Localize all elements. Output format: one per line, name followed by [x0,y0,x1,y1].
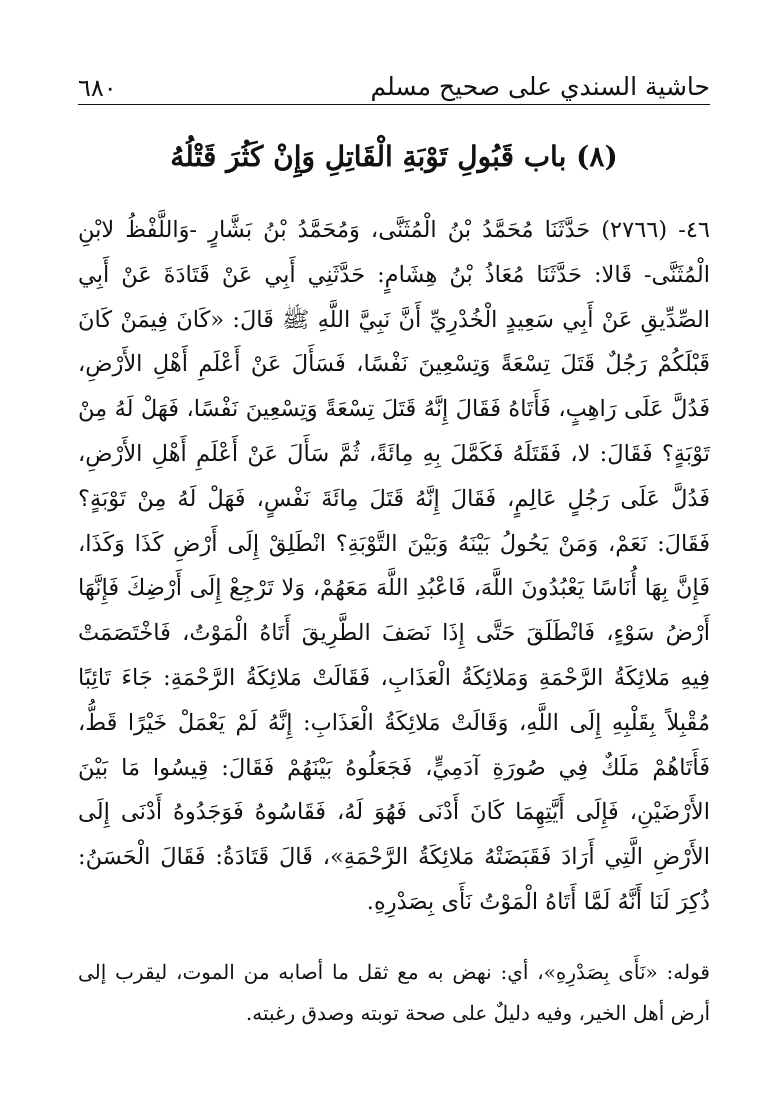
header-rule [78,104,710,105]
running-header [78,58,710,106]
commentary-note: قوله: «نَأَى بِصَدْرِهِ»، أي: نهض به مع ثقل ما أصابه من الموت، ليقرب إلى أرض أهل الخير، وفيه دليلٌ على صحة توبته وصدق رغبته. [78,960,710,1025]
page-number: ٦٨٠ [78,74,117,102]
hadith-text: ٤٦- (٢٧٦٦) حَدَّثَنَا مُحَمَّدُ بْنُ الْمُثَنَّى، وَمُحَمَّدُ بْنُ بَشَّارٍ -وَاللَّفْظُ لابْنِ الْمُثَنَّى- قَالا: حَدَّثَنَا مُعَاذُ بْنُ هِشَامٍ: حَدَّثَنِي أَبِي عَنْ قَتَادَةَ عَنْ أَبِي الصِّدِّيقِ عَنْ أَبِي سَعِيدٍ الْخُدْرِيِّ أَنَّ نَبِيَّ اللَّهِ ﷺ قَالَ: «كَانَ فِيمَنْ كَانَ قَبْلَكُمْ رَجُلٌ قَتَلَ تِسْعَةً وَتِسْعِينَ نَفْسًا، فَسَأَلَ عَنْ أَعْلَمِ أَهْلِ الأَرْضِ، فَدُلَّ عَلَى رَاهِبٍ، فَأَتَاهُ فَقَالَ إِنَّهُ قَتَلَ تِسْعَةً وَتِسْعِينَ نَفْسًا، فَهَلْ لَهُ مِنْ تَوْبَةٍ؟ فَقَالَ: لا، فَقَتَلَهُ فَكَمَّلَ بِهِ مِائَةً، ثُمَّ سَأَلَ عَنْ أَعْلَمِ أَهْلِ الأَرْضِ، فَدُلَّ عَلَى رَجُلٍ عَالِمٍ، فَقَالَ إِنَّهُ قَتَلَ مِائَةَ نَفْسٍ، فَهَلْ لَهُ مِنْ تَوْبَةٍ؟ فَقَالَ: نَعَمْ، وَمَنْ يَحُولُ بَيْنَهُ وَبَيْنَ التَّوْبَةِ؟ انْطَلِقْ إِلَى أَرْضِ كَذَا وَكَذَا، فَإِنَّ بِهَا أُنَاسًا يَعْبُدُونَ اللَّهَ، فَاعْبُدِ اللَّهَ مَعَهُمْ، وَلا تَرْجِعْ إِلَى أَرْضِكَ فَإِنَّهَا أَرْضُ سَوْءٍ، فَانْطَلَقَ حَتَّى إِذَا نَصَفَ الطَّرِيقَ أَتَاهُ الْمَوْتُ، فَاخْتَصَمَتْ فِيهِ مَلائِكَةُ الرَّحْمَةِ وَمَلائِكَةُ الْعَذَابِ، فَقَالَتْ مَلائِكَةُ الرَّحْمَةِ: جَاءَ تَائِبًا مُقْبِلاً بِقَلْبِهِ إِلَى اللَّهِ، وَقَالَتْ مَلائِكَةُ الْعَذَابِ: إِنَّهُ لَمْ يَعْمَلْ خَيْرًا قَطُّ، فَأَتَاهُمْ مَلَكٌ فِي صُورَةِ آدَمِيٍّ، فَجَعَلُوهُ بَيْنَهُمْ فَقَالَ: قِيسُوا مَا بَيْنَ الأَرْضَيْنِ، فَإِلَى أَيَّتِهِمَا كَانَ أَدْنَى فَهُوَ لَهُ، فَقَاسُوهُ فَوَجَدُوهُ أَدْنَى إِلَى الأَرْضِ الَّتِي أَرَادَ فَقَبَضَتْهُ مَلائِكَةُ الرَّحْمَةِ»، قَالَ قَتَادَةُ: فَقَالَ الْحَسَنُ: ذُكِرَ لَنَا أَنَّهُ لَمَّا أَتَاهُ الْمَوْتُ نَأَى بِصَدْرِهِ. [78,217,710,915]
book-title: حاشية السندي على صحيح مسلم [370,72,710,101]
chapter-title: (٨) باب قَبُولِ تَوْبَةِ الْقَاتِلِ وَإِنْ كَثُرَ قَتْلُهُ [170,140,618,173]
